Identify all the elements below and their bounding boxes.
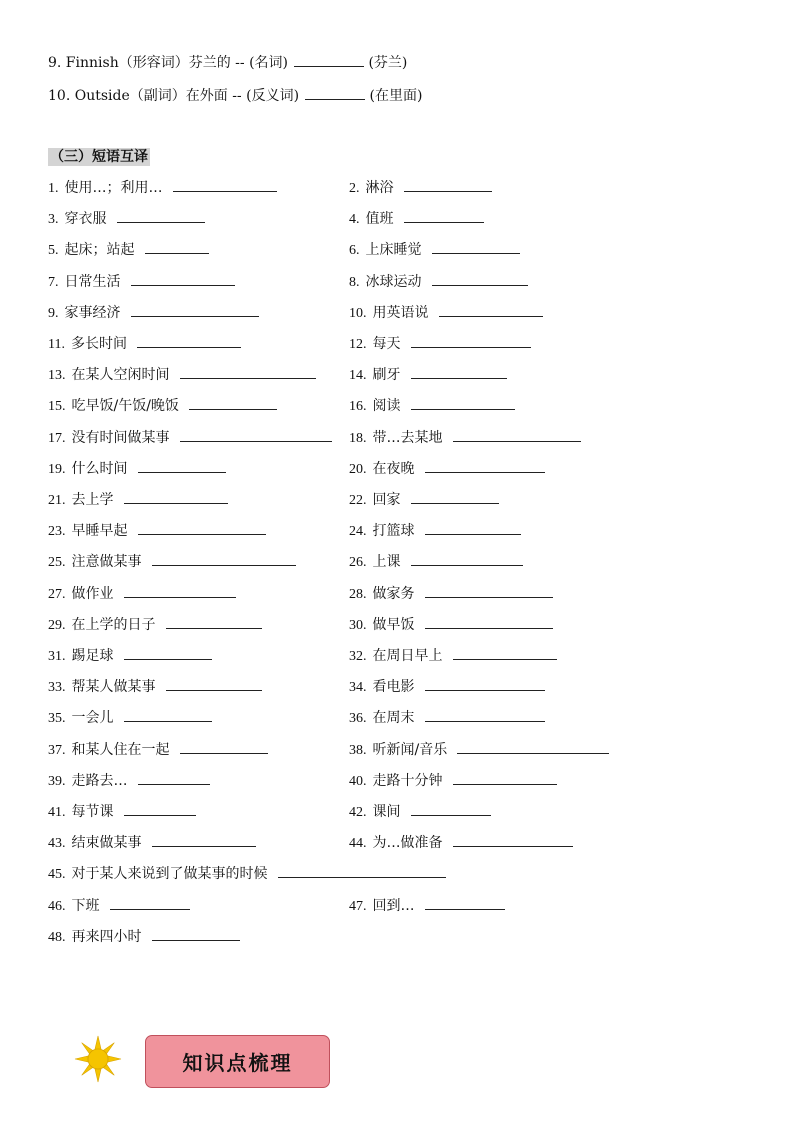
phrase-text: 家事经济	[64, 305, 121, 321]
phrase-number: 33.	[48, 680, 66, 695]
phrase-number: 14.	[349, 368, 367, 383]
phrase-number: 6.	[349, 243, 360, 258]
phrase-text: 吃早饭/午饭/晚饭	[71, 398, 179, 414]
phrase-text: 在周日早上	[372, 648, 443, 664]
phrase-item	[349, 647, 557, 666]
phrase-item	[48, 772, 210, 791]
answer-blank[interactable]	[404, 179, 492, 192]
answer-blank[interactable]	[173, 179, 277, 192]
phrase-number: 18.	[349, 431, 367, 446]
answer-blank[interactable]	[138, 772, 210, 785]
phrase-item	[48, 491, 228, 510]
answer-blank[interactable]	[411, 803, 491, 816]
phrase-number: 32.	[349, 649, 367, 664]
phrase-text: 冰球运动	[365, 274, 422, 290]
phrase-item	[349, 803, 491, 822]
phrase-item	[48, 803, 196, 822]
answer-blank[interactable]	[425, 709, 545, 722]
phrase-item	[48, 865, 446, 884]
answer-blank[interactable]	[124, 709, 212, 722]
sun-icon	[74, 1035, 122, 1083]
phrase-number: 47.	[349, 899, 367, 914]
phrase-number: 10.	[349, 306, 367, 321]
phrase-item	[349, 772, 557, 791]
answer-blank[interactable]	[124, 803, 196, 816]
answer-blank[interactable]	[411, 366, 507, 379]
phrase-number: 5.	[48, 243, 59, 258]
phrase-number: 43.	[48, 836, 66, 851]
answer-blank[interactable]	[411, 491, 499, 504]
phrase-item	[48, 616, 262, 635]
phrase-text: 日常生活	[64, 274, 121, 290]
phrase-text: 刷牙	[372, 367, 401, 383]
phrase-text: 对于某人来说到了做某事的时候	[71, 866, 268, 882]
phrase-number: 17.	[48, 431, 66, 446]
answer-blank[interactable]	[305, 87, 365, 100]
phrase-number: 23.	[48, 524, 66, 539]
answer-blank[interactable]	[124, 585, 236, 598]
phrase-text: 早睡早起	[71, 523, 128, 539]
vocab-item-9	[48, 54, 407, 72]
phrase-text: 再来四小时	[71, 929, 142, 945]
phrase-number: 36.	[349, 711, 367, 726]
answer-blank[interactable]	[138, 522, 266, 535]
phrase-number: 28.	[349, 587, 367, 602]
phrase-item	[48, 522, 266, 541]
answer-blank[interactable]	[453, 834, 573, 847]
answer-blank[interactable]	[425, 678, 545, 691]
answer-blank[interactable]	[425, 616, 553, 629]
vocab-item-suffix: (在里面)	[369, 88, 423, 104]
answer-blank[interactable]	[432, 273, 528, 286]
phrase-item	[48, 179, 277, 198]
answer-blank[interactable]	[425, 522, 521, 535]
phrase-item	[349, 709, 545, 728]
phrase-item	[349, 585, 553, 604]
answer-blank[interactable]	[152, 553, 296, 566]
answer-blank[interactable]	[439, 304, 543, 317]
phrase-text: 做早饭	[372, 617, 415, 633]
phrase-number: 21.	[48, 493, 66, 508]
phrase-item	[48, 647, 212, 666]
phrase-item	[48, 834, 256, 853]
answer-blank[interactable]	[453, 772, 557, 785]
phrase-item	[48, 366, 316, 385]
phrase-text: 和某人住在一起	[71, 742, 170, 758]
phrase-number: 22.	[349, 493, 367, 508]
phrase-text: 为…做准备	[372, 835, 443, 851]
vocab-item-text: 10. Outside（副词）在外面 -- (反义词)	[48, 88, 300, 104]
answer-blank[interactable]	[180, 741, 268, 754]
phrase-item	[349, 210, 484, 229]
answer-blank[interactable]	[180, 429, 332, 442]
phrase-item	[349, 897, 505, 916]
phrase-item	[349, 741, 609, 760]
phrase-text: 在上学的日子	[71, 617, 156, 633]
answer-blank[interactable]	[453, 429, 581, 442]
phrase-text: 帮某人做某事	[71, 679, 156, 695]
phrase-number: 48.	[48, 930, 66, 945]
badge-label: 知识点梳理	[182, 1051, 293, 1075]
phrase-number: 26.	[349, 555, 367, 570]
phrase-number: 25.	[48, 555, 66, 570]
answer-blank[interactable]	[453, 647, 557, 660]
phrase-text: 课间	[372, 804, 401, 820]
answer-blank[interactable]	[145, 241, 209, 254]
answer-blank[interactable]	[294, 54, 364, 67]
phrase-text: 做作业	[71, 586, 114, 602]
phrase-number: 15.	[48, 399, 66, 414]
phrase-number: 31.	[48, 649, 66, 664]
answer-blank[interactable]	[180, 366, 316, 379]
phrase-text: 结束做某事	[71, 835, 142, 851]
phrase-number: 20.	[349, 462, 367, 477]
phrase-number: 34.	[349, 680, 367, 695]
phrase-number: 39.	[48, 774, 66, 789]
phrase-number: 35.	[48, 711, 66, 726]
phrase-item	[349, 397, 515, 416]
answer-blank[interactable]	[117, 210, 205, 223]
phrase-number: 9.	[48, 306, 59, 321]
phrase-number: 1.	[48, 181, 59, 196]
phrase-text: 上课	[372, 554, 401, 570]
phrase-number: 29.	[48, 618, 66, 633]
phrase-number: 41.	[48, 805, 66, 820]
phrase-text: 去上学	[71, 492, 114, 508]
phrase-item	[48, 553, 296, 572]
phrase-item	[48, 928, 240, 947]
phrase-text: 每节课	[71, 804, 114, 820]
phrase-number: 45.	[48, 867, 66, 882]
phrase-number: 37.	[48, 743, 66, 758]
phrase-item	[48, 304, 259, 323]
phrase-number: 8.	[349, 275, 360, 290]
phrase-item	[48, 241, 209, 260]
answer-blank[interactable]	[137, 335, 241, 348]
answer-blank[interactable]	[411, 335, 531, 348]
answer-blank[interactable]	[124, 491, 228, 504]
phrase-text: 多长时间	[70, 336, 127, 352]
phrase-number: 4.	[349, 212, 360, 227]
answer-blank[interactable]	[425, 585, 553, 598]
section-title: （三）短语互译	[50, 149, 148, 165]
phrase-number: 27.	[48, 587, 66, 602]
phrase-text: 走路十分钟	[372, 773, 443, 789]
answer-blank[interactable]	[152, 834, 256, 847]
phrase-text: 踢足球	[71, 648, 114, 664]
phrase-text: 注意做某事	[71, 554, 142, 570]
phrase-item	[349, 553, 523, 572]
phrase-number: 40.	[349, 774, 367, 789]
answer-blank[interactable]	[152, 928, 240, 941]
answer-blank[interactable]	[411, 397, 515, 410]
answer-blank[interactable]	[166, 616, 262, 629]
answer-blank[interactable]	[124, 647, 212, 660]
answer-blank[interactable]	[138, 460, 226, 473]
vocab-item-10	[48, 87, 422, 105]
phrase-text: 没有时间做某事	[71, 430, 170, 446]
answer-blank[interactable]	[131, 304, 259, 317]
phrase-item	[349, 273, 528, 292]
phrase-text: 什么时间	[71, 461, 128, 477]
phrase-item	[349, 678, 545, 697]
answer-blank[interactable]	[432, 241, 520, 254]
phrase-number: 3.	[48, 212, 59, 227]
phrase-text: 上床睡觉	[365, 242, 422, 258]
answer-blank[interactable]	[404, 210, 484, 223]
phrase-item	[48, 460, 226, 479]
phrase-item	[349, 522, 521, 541]
phrase-text: 值班	[365, 211, 394, 227]
phrase-number: 16.	[349, 399, 367, 414]
answer-blank[interactable]	[166, 678, 262, 691]
answer-blank[interactable]	[189, 397, 277, 410]
phrase-number: 7.	[48, 275, 59, 290]
phrase-item	[48, 741, 268, 760]
phrase-number: 24.	[349, 524, 367, 539]
answer-blank[interactable]	[278, 865, 446, 878]
phrase-text: 听新闻/音乐	[372, 742, 448, 758]
phrase-text: 看电影	[372, 679, 415, 695]
phrase-text: 阅读	[372, 398, 401, 414]
phrase-text: 每天	[372, 336, 401, 352]
answer-blank[interactable]	[110, 897, 190, 910]
phrase-item	[349, 366, 507, 385]
phrase-item	[48, 709, 212, 728]
phrase-item	[349, 491, 499, 510]
answer-blank[interactable]	[425, 460, 545, 473]
answer-blank[interactable]	[411, 553, 523, 566]
phrase-number: 46.	[48, 899, 66, 914]
phrase-item	[349, 241, 520, 260]
phrase-text: 使用…；利用…	[64, 180, 163, 196]
phrase-item	[349, 335, 531, 354]
phrase-text: 做家务	[372, 586, 415, 602]
phrase-item	[349, 460, 545, 479]
phrase-item	[349, 616, 553, 635]
phrase-text: 淋浴	[365, 180, 394, 196]
phrase-number: 38.	[349, 743, 367, 758]
phrase-item	[48, 397, 277, 416]
phrase-number: 19.	[48, 462, 66, 477]
phrase-number: 30.	[349, 618, 367, 633]
phrase-item	[48, 335, 241, 354]
phrase-text: 在夜晚	[372, 461, 415, 477]
phrase-text: 用英语说	[372, 305, 429, 321]
phrase-text: 在周末	[372, 710, 415, 726]
phrase-number: 11.	[48, 337, 65, 352]
phrase-item	[349, 429, 581, 448]
phrase-text: 起床；站起	[64, 242, 135, 258]
phrase-text: 回家	[372, 492, 401, 508]
phrase-item	[349, 304, 543, 323]
phrase-number: 2.	[349, 181, 360, 196]
phrase-item	[349, 834, 573, 853]
phrase-number: 42.	[349, 805, 367, 820]
phrase-item	[48, 210, 205, 229]
answer-blank[interactable]	[425, 897, 505, 910]
phrase-number: 12.	[349, 337, 367, 352]
phrase-text: 回到…	[372, 898, 415, 914]
answer-blank[interactable]	[131, 273, 235, 286]
vocab-item-suffix: (芬兰)	[368, 55, 408, 71]
knowledge-summary-badge	[145, 1035, 330, 1088]
phrase-item	[48, 429, 332, 448]
phrase-number: 44.	[349, 836, 367, 851]
phrase-text: 带…去某地	[372, 430, 443, 446]
phrase-text: 走路去…	[71, 773, 128, 789]
vocab-item-text: 9. Finnish（形容词）芬兰的 -- (名词)	[48, 55, 288, 71]
phrase-number: 13.	[48, 368, 66, 383]
phrase-item	[48, 585, 236, 604]
phrase-text: 打篮球	[372, 523, 415, 539]
answer-blank[interactable]	[457, 741, 609, 754]
phrase-item	[48, 678, 262, 697]
phrase-text: 一会儿	[71, 710, 114, 726]
phrase-item	[48, 897, 190, 916]
phrase-text: 下班	[71, 898, 100, 914]
phrase-item	[48, 273, 235, 292]
phrase-text: 穿衣服	[64, 211, 107, 227]
phrase-text: 在某人空闲时间	[71, 367, 170, 383]
phrase-item	[349, 179, 492, 198]
